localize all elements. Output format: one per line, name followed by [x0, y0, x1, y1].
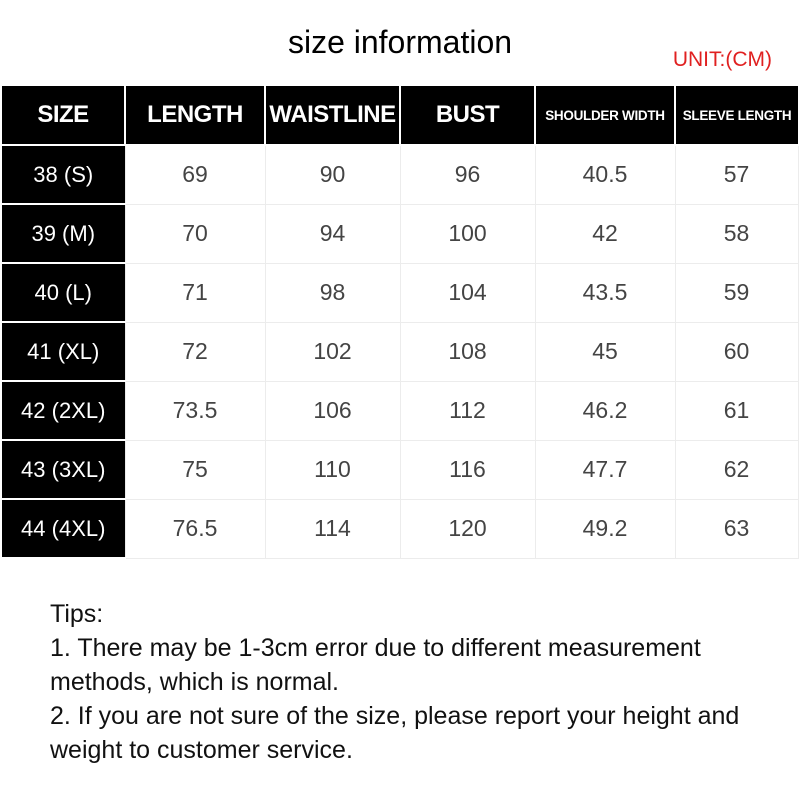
waistline-cell: 114: [265, 499, 400, 558]
shoulder-width-cell: 43.5: [535, 263, 675, 322]
sleeve-length-cell: 59: [675, 263, 798, 322]
header-waistline: WAISTLINE: [265, 86, 400, 145]
size-cell: 38 (S): [2, 145, 125, 204]
bust-cell: 112: [400, 381, 535, 440]
waistline-cell: 90: [265, 145, 400, 204]
tip-item: 2. If you are not sure of the size, please report your height and weight to customer service.: [50, 702, 740, 764]
sleeve-length-cell: 58: [675, 204, 798, 263]
table-row: [2, 263, 798, 322]
size-cell: 43 (3XL): [2, 440, 125, 499]
sleeve-length-cell: 61: [675, 381, 798, 440]
sleeve-length-cell: 60: [675, 322, 798, 381]
tips-section: [50, 597, 770, 767]
bust-cell: 120: [400, 499, 535, 558]
shoulder-width-cell: 40.5: [535, 145, 675, 204]
sleeve-length-cell: 57: [675, 145, 798, 204]
shoulder-width-cell: 47.7: [535, 440, 675, 499]
table-row: [2, 440, 798, 499]
bust-cell: 116: [400, 440, 535, 499]
shoulder-width-cell: 49.2: [535, 499, 675, 558]
waistline-cell: 102: [265, 322, 400, 381]
waistline-cell: 110: [265, 440, 400, 499]
table-row: [2, 145, 798, 204]
bust-cell: 96: [400, 145, 535, 204]
header-shoulder-width: SHOULDER WIDTH: [535, 86, 675, 145]
shoulder-width-cell: 46.2: [535, 381, 675, 440]
length-cell: 75: [125, 440, 265, 499]
sleeve-length-cell: 62: [675, 440, 798, 499]
waistline-cell: 106: [265, 381, 400, 440]
table-row: [2, 204, 798, 263]
bust-cell: 100: [400, 204, 535, 263]
header-size: SIZE: [2, 86, 125, 145]
length-cell: 71: [125, 263, 265, 322]
bust-cell: 108: [400, 322, 535, 381]
size-cell: 41 (XL): [2, 322, 125, 381]
table-header-row: [2, 86, 798, 145]
size-cell: 42 (2XL): [2, 381, 125, 440]
table-row: [2, 499, 798, 558]
sleeve-length-cell: 63: [675, 499, 798, 558]
table-row: [2, 381, 798, 440]
size-cell: 40 (L): [2, 263, 125, 322]
length-cell: 73.5: [125, 381, 265, 440]
shoulder-width-cell: 45: [535, 322, 675, 381]
size-cell: 44 (4XL): [2, 499, 125, 558]
header-sleeve-length: SLEEVE LENGTH: [675, 86, 798, 145]
length-cell: 70: [125, 204, 265, 263]
size-table: [2, 86, 799, 559]
page-title: size information: [287, 24, 513, 60]
header-bust: BUST: [400, 86, 535, 145]
table-row: [2, 322, 798, 381]
waistline-cell: 98: [265, 263, 400, 322]
size-cell: 39 (M): [2, 204, 125, 263]
length-cell: 72: [125, 322, 265, 381]
length-cell: 76.5: [125, 499, 265, 558]
length-cell: 69: [125, 145, 265, 204]
shoulder-width-cell: 42: [535, 204, 675, 263]
bust-cell: 104: [400, 263, 535, 322]
unit-label: UNIT:(CM): [672, 48, 772, 71]
tips-heading: Tips:: [50, 600, 104, 628]
header-length: LENGTH: [125, 86, 265, 145]
tip-item: 1. There may be 1-3cm error due to different measurement methods, which is normal.: [50, 634, 701, 696]
waistline-cell: 94: [265, 204, 400, 263]
